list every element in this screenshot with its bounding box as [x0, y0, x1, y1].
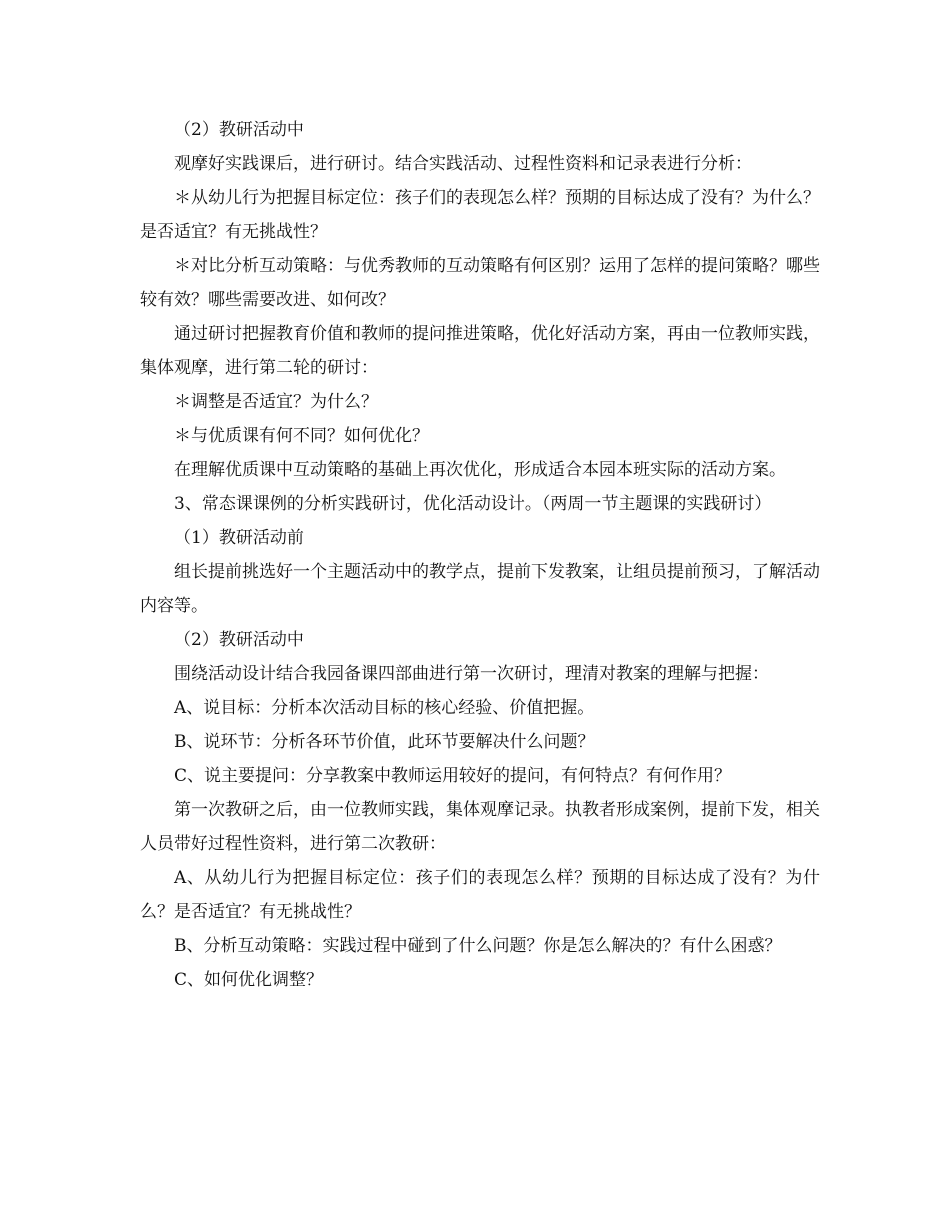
document-body [140, 113, 820, 997]
paragraph: 通过研讨把握教育价值和教师的提问推进策略，优化好活动方案，再由一位教师实践，集体观摩，进行第二轮的研讨： [140, 324, 820, 378]
section-heading-before-activity: （1）教研活动前 [174, 528, 304, 548]
paragraph: 观摩好实践课后，进行研讨。结合实践活动、过程性资料和记录表进行分析： [174, 154, 752, 174]
bullet-item: ＊从幼儿行为把握目标定位：孩子们的表现怎么样？预期的目标达成了没有？为什么？是否适宜？有无挑战性？ [140, 188, 820, 242]
paragraph: 围绕活动设计结合我园备课四部曲进行第一次研讨，理清对教案的理解与把握： [174, 664, 769, 684]
list-item: A、说目标：分析本次活动目标的核心经验、价值把握。 [174, 698, 595, 718]
list-item: B、说环节：分析各环节价值，此环节要解决什么问题？ [174, 732, 595, 752]
bullet-item: ＊与优质课有何不同？如何优化？ [174, 426, 429, 446]
section-heading-during-activity: （2）教研活动中 [174, 120, 304, 140]
list-item: C、说主要提问：分享教案中教师运用较好的提问，有何特点？有何作用？ [174, 766, 732, 786]
paragraph: 第一次教研之后，由一位教师实践，集体观摩记录。执教者形成案例，提前下发，相关人员带好过程性资料，进行第二次教研： [140, 800, 820, 854]
paragraph: 在理解优质课中互动策略的基础上再次优化，形成适合本园本班实际的活动方案。 [174, 460, 786, 480]
list-item: B、分析互动策略：实践过程中碰到了什么问题？你是怎么解决的？有什么困惑？ [174, 936, 782, 956]
paragraph: 组长提前挑选好一个主题活动中的教学点，提前下发教案，让组员提前预习，了解活动内容等。 [140, 562, 820, 616]
list-item: C、如何优化调整？ [174, 970, 324, 990]
list-item: A、从幼儿行为把握目标定位：孩子们的表现怎么样？预期的目标达成了没有？为什么？是否适宜？有无挑战性？ [140, 868, 820, 922]
bullet-item: ＊调整是否适宜？为什么？ [174, 392, 378, 412]
section-heading-3: 3、常态课课例的分析实践研讨，优化活动设计。（两周一节主题课的实践研讨） [174, 494, 772, 514]
section-heading-during-activity: （2）教研活动中 [174, 630, 304, 650]
bullet-item: ＊对比分析互动策略：与优秀教师的互动策略有何区别？运用了怎样的提问策略？哪些较有效？哪些需要改进、如何改？ [140, 256, 820, 310]
